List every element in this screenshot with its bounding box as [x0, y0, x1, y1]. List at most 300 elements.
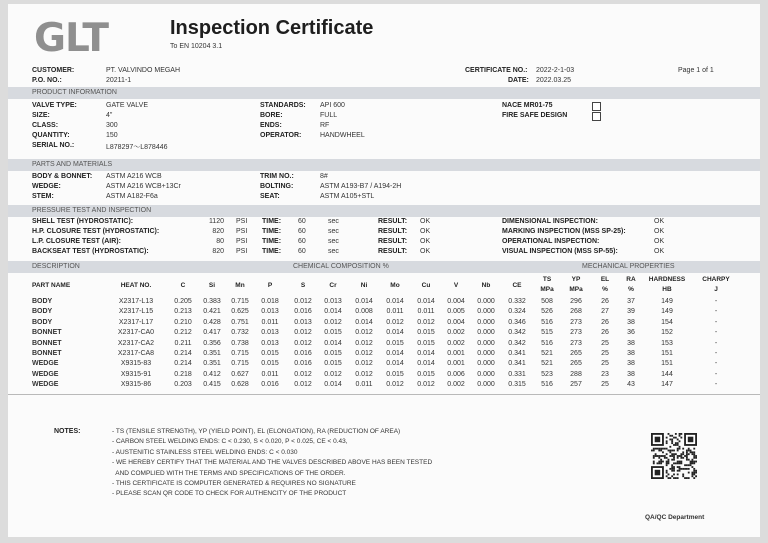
test-time-label: TIME: — [262, 228, 282, 235]
table-cell: 0.001 — [447, 350, 465, 357]
table-cell: 25 — [601, 339, 609, 347]
column-header: V — [453, 282, 459, 289]
table-cell: 0.015 — [324, 350, 342, 357]
row-part-name: WEDGE — [32, 370, 59, 378]
table-cell: 508 — [541, 298, 553, 305]
table-cell: 523 — [541, 370, 553, 378]
table-cell: 268 — [570, 308, 582, 316]
certificate-sheet — [8, 4, 760, 537]
table-cell: 0.015 — [261, 350, 279, 357]
table-cell: - — [714, 381, 718, 389]
inspection-name: OPERATIONAL INSPECTION: — [502, 238, 600, 245]
table-cell: 0.015 — [324, 360, 342, 368]
table-cell: 27 — [601, 308, 609, 316]
column-header: PART NAME — [32, 282, 71, 289]
table-cell: 38 — [627, 370, 635, 378]
mech-column-header: YP — [571, 276, 581, 283]
table-cell: 38 — [627, 360, 635, 368]
test-result: OK — [420, 248, 431, 255]
table-cell: 0.412 — [203, 370, 221, 378]
table-cell: 0.002 — [447, 381, 465, 389]
table-cell: 265 — [570, 360, 582, 368]
table-cell: X2317-L15 — [118, 308, 154, 316]
table-cell: 0.012 — [355, 370, 373, 378]
mech-column-unit: % — [602, 286, 608, 293]
section-title: PRESSURE TEST AND INSPECTION — [32, 207, 152, 214]
table-cell: 0.332 — [508, 298, 526, 305]
test-name: BACKSEAT TEST (HYDROSTATIC): — [32, 248, 149, 255]
table-cell: 0.011 — [355, 381, 373, 389]
test-pressure: 820 — [212, 248, 224, 255]
table-cell: 0.011 — [261, 370, 279, 378]
table-cell: 0.214 — [174, 360, 192, 368]
test-pressure: 80 — [216, 238, 224, 245]
table-cell: 0.421 — [203, 308, 221, 316]
table-cell: 0.415 — [203, 381, 221, 389]
test-pressure: 1120 — [208, 218, 224, 225]
page-number: Page 1 of 1 — [678, 67, 714, 74]
row-part-name: BONNET — [32, 339, 62, 347]
part-label: SEAT: — [260, 193, 280, 200]
note-line: AND COMPLIED WITH THE TERMS AND SPECIFICATIONS OF THE ORDER. — [112, 469, 346, 477]
table-cell: 0.315 — [508, 381, 526, 389]
table-cell: 0.213 — [174, 308, 192, 316]
test-pressure-unit: PSI — [236, 238, 248, 245]
table-cell: 0.012 — [294, 381, 312, 389]
table-cell: 0.001 — [447, 360, 465, 368]
test-time: 60 — [298, 218, 306, 225]
section-parts-materials — [8, 159, 760, 171]
table-cell: 0.014 — [417, 360, 435, 368]
table-cell: 0.014 — [417, 298, 435, 305]
test-time-unit: sec — [328, 228, 339, 235]
table-cell: 0.015 — [417, 329, 435, 337]
product-field-label: QUANTITY: — [32, 132, 70, 139]
table-cell: 0.015 — [324, 329, 342, 337]
document-subtitle: To EN 10204 3.1 — [170, 43, 223, 50]
table-cell: 265 — [570, 350, 582, 357]
table-cell: 0.012 — [294, 370, 312, 378]
table-cell: 0.002 — [447, 339, 465, 347]
table-cell: 0.000 — [477, 318, 495, 326]
table-cell: 521 — [541, 350, 553, 357]
table-cell: 296 — [570, 298, 582, 305]
test-time: 60 — [298, 248, 306, 255]
table-cell: - — [714, 370, 718, 378]
table-cell: 0.205 — [174, 298, 192, 305]
table-cell: 151 — [661, 350, 673, 357]
test-name: H.P. CLOSURE TEST (HYDROSTATIC): — [32, 228, 160, 235]
column-header: Cr — [329, 282, 337, 289]
table-cell: 0.000 — [477, 350, 495, 357]
product-field-label: CLASS: — [32, 122, 59, 129]
table-cell: 0.014 — [355, 298, 373, 305]
note-line: - THIS CERTIFICATE IS COMPUTER GENERATED & REQUIRES NO SIGNATURE — [112, 480, 356, 487]
table-cell: 0.012 — [417, 381, 435, 389]
table-cell: 0.016 — [294, 350, 312, 357]
table-cell: 0.751 — [231, 318, 249, 326]
column-header: S — [300, 282, 306, 289]
test-time: 60 — [298, 228, 306, 235]
table-cell: 0.211 — [174, 339, 192, 347]
test-result-label: RESULT: — [378, 238, 408, 245]
row-part-name: WEDGE — [32, 381, 59, 389]
table-cell: 0.015 — [386, 339, 404, 347]
row-part-name: BODY — [32, 318, 53, 326]
table-cell: 153 — [661, 339, 673, 347]
column-header: CE — [512, 282, 522, 289]
table-cell: 0.210 — [174, 318, 192, 326]
product-field-value: 150 — [106, 132, 118, 139]
table-cell: X2317-CA0 — [117, 329, 155, 337]
test-time-label: TIME: — [262, 248, 282, 255]
table-cell: 0.014 — [417, 350, 435, 357]
table-cell: 0.012 — [294, 298, 312, 305]
mech-column-header: CHARPY — [702, 276, 730, 283]
po-value: 20211-1 — [106, 77, 132, 84]
test-result: OK — [420, 238, 431, 245]
table-cell: 0.212 — [174, 329, 192, 337]
table-cell: 0.346 — [508, 318, 526, 326]
part-material: ASTM A193-B7 / A194-2H — [320, 183, 402, 190]
table-cell: 0.014 — [324, 339, 342, 347]
part-label: WEDGE: — [32, 183, 61, 190]
table-cell: X2317-L13 — [118, 298, 154, 305]
customer-label: CUSTOMER: — [32, 67, 75, 74]
mech-column-header: EL — [600, 276, 610, 283]
table-cell: 0.000 — [477, 370, 495, 378]
certificate-no-value: 2022-2-1-03 — [536, 67, 575, 74]
inspection-name: VISUAL INSPECTION (MSS SP-55): — [502, 248, 618, 255]
table-cell: 0.214 — [174, 350, 192, 357]
product-field-label: STANDARDS: — [260, 102, 306, 109]
product-field-value: 4" — [106, 112, 113, 119]
document-title: Inspection Certificate — [170, 17, 374, 39]
section-pressure-test — [8, 205, 760, 217]
mech-column-unit: MPa — [569, 286, 583, 293]
table-cell: 151 — [661, 360, 673, 368]
table-cell: - — [714, 308, 718, 316]
compliance-checkbox — [592, 102, 601, 111]
table-cell: 36 — [627, 329, 635, 337]
customer-value: PT. VALVINDO MEGAH — [106, 67, 181, 74]
table-cell: 43 — [627, 381, 635, 389]
column-header: Mn — [235, 282, 245, 289]
product-field-label: ENDS: — [260, 122, 282, 129]
table-cell: 0.013 — [261, 308, 279, 316]
table-cell: 0.000 — [477, 329, 495, 337]
table-cell: 0.011 — [417, 308, 435, 316]
table-cell: - — [714, 329, 718, 337]
table-cell: 25 — [601, 350, 609, 357]
product-field-value: FULL — [320, 112, 338, 119]
product-field-label: OPERATOR: — [260, 132, 302, 139]
table-bottom-rule — [8, 394, 760, 395]
certificate-no-label: CERTIFICATE NO.: — [465, 67, 528, 74]
table-cell: 0.008 — [355, 308, 373, 316]
table-cell: 0.013 — [294, 318, 312, 326]
product-field-label: VALVE TYPE: — [32, 102, 77, 109]
table-cell: 521 — [541, 360, 553, 368]
table-cell: 0.383 — [203, 298, 221, 305]
product-field-value: 300 — [106, 122, 118, 129]
table-cell: 0.014 — [386, 350, 404, 357]
table-cell: 0.417 — [203, 329, 221, 337]
table-cell: 149 — [661, 298, 673, 305]
test-result-label: RESULT: — [378, 228, 408, 235]
table-cell: 273 — [570, 339, 582, 347]
table-cell: 149 — [661, 308, 673, 316]
notes-label: NOTES: — [54, 428, 81, 435]
po-label: P.O. NO.: — [32, 77, 62, 84]
part-material: 8# — [320, 173, 328, 180]
table-cell: 0.004 — [447, 298, 465, 305]
table-cell: 0.014 — [355, 318, 373, 326]
part-material: ASTM A182-F6a — [106, 193, 158, 200]
inspection-name: DIMENSIONAL INSPECTION: — [502, 218, 598, 225]
table-cell: X2317-CA8 — [117, 350, 155, 357]
test-time-unit: sec — [328, 218, 339, 225]
table-cell: 26 — [601, 318, 609, 326]
table-cell: 0.013 — [324, 298, 342, 305]
table-cell: X2317-CA2 — [117, 339, 155, 347]
table-cell: 0.005 — [447, 308, 465, 316]
note-line: - TS (TENSILE STRENGTH), YP (YIELD POINT), EL (ELONGATION), RA (REDUCTION OF AREA) — [112, 428, 401, 435]
test-result: OK — [420, 218, 431, 225]
test-time-unit: sec — [328, 238, 339, 245]
table-cell: 0.012 — [417, 318, 435, 326]
table-cell: 0.341 — [508, 350, 526, 357]
section-description — [8, 261, 760, 273]
qa-department-label: QA/QC Department — [645, 514, 705, 521]
product-field-label: BORE: — [260, 112, 283, 119]
note-line: - AUSTENITIC STAINLESS STEEL WELDING ENDS: C < 0.030 — [112, 448, 298, 456]
table-cell: 0.012 — [324, 318, 342, 326]
column-header: HEAT NO. — [120, 282, 152, 289]
table-cell: 0.012 — [294, 339, 312, 347]
table-cell: 0.628 — [231, 381, 249, 389]
table-cell: X9315-83 — [120, 360, 152, 368]
mech-column-header: HARDNESS — [648, 276, 686, 283]
test-name: SHELL TEST (HYDROSTATIC): — [32, 218, 134, 225]
table-cell: 0.012 — [294, 329, 312, 337]
table-cell: 38 — [627, 339, 635, 347]
test-time-unit: sec — [328, 248, 339, 255]
table-cell: 0.002 — [447, 329, 465, 337]
date-value: 2022.03.25 — [536, 77, 572, 84]
section-title: PARTS AND MATERIALS — [32, 161, 113, 168]
table-cell: 0.218 — [174, 370, 192, 378]
test-pressure-unit: PSI — [236, 218, 248, 225]
table-cell: 0.000 — [477, 308, 495, 316]
product-field-value: RF — [320, 122, 330, 129]
column-header: Si — [208, 282, 216, 289]
table-cell: 0.011 — [386, 308, 404, 316]
table-cell: 0.428 — [203, 318, 221, 326]
mech-column-header: TS — [542, 276, 552, 283]
table-cell: 273 — [570, 318, 582, 326]
mech-column-header: RA — [626, 276, 636, 283]
part-label: BOLTING: — [260, 183, 294, 190]
test-pressure-unit: PSI — [236, 248, 248, 255]
table-cell: 0.012 — [355, 350, 373, 357]
test-pressure: 820 — [212, 228, 224, 235]
table-cell: 0.738 — [231, 339, 249, 347]
section-title: DESCRIPTION — [32, 263, 80, 270]
table-cell: 273 — [570, 329, 582, 337]
product-field-value: API 600 — [320, 102, 345, 109]
mechanical-properties-title: MECHANICAL PROPERTIES — [582, 263, 675, 270]
table-cell: 0.324 — [508, 308, 526, 316]
table-cell: X9315-91 — [120, 370, 152, 378]
mech-column-unit: J — [714, 286, 718, 293]
table-cell: 0.016 — [261, 381, 279, 389]
table-cell: - — [714, 360, 718, 368]
table-cell: 0.015 — [417, 370, 435, 378]
test-name: L.P. CLOSURE TEST (AIR): — [32, 238, 121, 245]
table-cell: 0.342 — [508, 329, 526, 337]
note-line: - CARBON STEEL WELDING ENDS: C < 0.230, S < 0.020, P < 0.025, CE < 0.43, — [112, 438, 348, 446]
part-label: TRIM NO.: — [260, 173, 294, 180]
table-cell: - — [714, 318, 718, 326]
table-cell: 144 — [661, 370, 673, 378]
table-cell: 526 — [541, 308, 553, 316]
table-cell: 0.012 — [355, 329, 373, 337]
test-pressure-unit: PSI — [236, 228, 248, 235]
table-cell: 0.014 — [324, 308, 342, 316]
table-cell: 37 — [627, 298, 635, 305]
table-cell: 0.015 — [261, 360, 279, 368]
table-cell: 0.014 — [386, 360, 404, 368]
table-cell: 0.351 — [203, 360, 221, 368]
table-cell: 0.203 — [174, 381, 192, 389]
table-cell: 0.018 — [261, 298, 279, 305]
table-cell: 257 — [570, 381, 582, 389]
table-cell: 38 — [627, 318, 635, 326]
table-cell: 0.356 — [203, 339, 221, 347]
inspection-result: OK — [654, 228, 665, 235]
compliance-label: FIRE SAFE DESIGN — [502, 112, 568, 119]
table-cell: 0.000 — [477, 298, 495, 305]
table-cell: 152 — [661, 329, 673, 337]
test-time: 60 — [298, 238, 306, 245]
product-field-value: L878297～L878446 — [106, 144, 168, 151]
table-cell: 0.016 — [294, 360, 312, 368]
table-cell: 0.351 — [203, 350, 221, 357]
company-logo: GLT — [34, 16, 109, 61]
table-cell: 0.013 — [261, 329, 279, 337]
test-time-label: TIME: — [262, 218, 282, 225]
table-cell: 25 — [601, 381, 609, 389]
product-field-label: SIZE: — [32, 112, 50, 119]
table-cell: 516 — [541, 381, 553, 389]
column-header: Nb — [481, 282, 491, 289]
table-cell: 0.625 — [231, 308, 249, 316]
part-material: ASTM A105+STL — [320, 193, 375, 200]
table-cell: 0.715 — [231, 298, 249, 305]
table-cell: 0.016 — [294, 308, 312, 316]
inspection-result: OK — [654, 238, 665, 245]
table-cell: 0.341 — [508, 360, 526, 368]
table-cell: 0.014 — [386, 329, 404, 337]
compliance-label: NACE MR01-75 — [502, 102, 553, 109]
table-cell: 0.000 — [477, 339, 495, 347]
inspection-result: OK — [654, 218, 665, 225]
table-cell: 0.013 — [261, 339, 279, 347]
mech-column-unit: MPa — [540, 286, 554, 293]
table-cell: 0.012 — [386, 381, 404, 389]
table-cell: X9315-86 — [120, 381, 152, 389]
test-time-label: TIME: — [262, 238, 282, 245]
table-cell: 26 — [601, 298, 609, 305]
table-cell: 0.627 — [231, 370, 249, 378]
table-cell: 0.715 — [231, 360, 249, 368]
section-title: PRODUCT INFORMATION — [32, 89, 117, 96]
row-part-name: BONNET — [32, 329, 62, 337]
test-result-label: RESULT: — [378, 248, 408, 255]
table-cell: 23 — [601, 370, 609, 378]
part-label: STEM: — [32, 193, 54, 200]
table-cell: - — [714, 339, 718, 347]
column-header: C — [180, 282, 186, 289]
column-header: Ni — [360, 282, 368, 289]
table-cell: 0.012 — [355, 339, 373, 347]
table-cell: 0.015 — [386, 370, 404, 378]
test-result: OK — [420, 228, 431, 235]
table-cell: 0.014 — [324, 381, 342, 389]
column-header: Cu — [421, 282, 431, 289]
product-field-value: GATE VALVE — [106, 102, 149, 109]
table-cell: 0.732 — [231, 329, 249, 337]
part-material: ASTM A216 WCB+13Cr — [106, 183, 181, 190]
column-header: Mo — [390, 282, 400, 289]
note-line: - PLEASE SCAN QR CODE TO CHECK FOR AUTHENCITY OF THE PRODUCT — [112, 490, 347, 498]
table-cell: 0.012 — [324, 370, 342, 378]
row-part-name: BODY — [32, 308, 53, 316]
table-cell: 516 — [541, 339, 553, 347]
table-cell: 288 — [570, 370, 582, 378]
table-cell: 0.715 — [231, 350, 249, 357]
note-line: - WE HEREBY CERTIFY THAT THE MATERIAL AND THE VALVES DESCRIBED ABOVE HAS BEEN TESTED — [112, 459, 433, 467]
table-cell: 0.342 — [508, 339, 526, 347]
table-cell: 26 — [601, 329, 609, 337]
table-cell: X2317-L17 — [118, 318, 154, 326]
table-cell: 39 — [627, 308, 635, 316]
table-cell: 38 — [627, 350, 635, 357]
column-header: P — [267, 282, 273, 289]
table-cell: 515 — [541, 329, 553, 337]
table-cell: - — [714, 298, 718, 305]
mech-column-unit: % — [628, 286, 634, 293]
row-part-name: BODY — [32, 298, 53, 305]
table-cell: 0.012 — [386, 318, 404, 326]
row-part-name: BONNET — [32, 350, 62, 357]
table-cell: 0.000 — [477, 381, 495, 389]
table-cell: 154 — [661, 318, 673, 326]
table-cell: 0.014 — [386, 298, 404, 305]
product-field-value: HANDWHEEL — [320, 132, 365, 139]
table-cell: 0.004 — [447, 318, 465, 326]
section-product-information — [8, 87, 760, 99]
table-cell: 0.012 — [355, 360, 373, 368]
product-field-label: SERIAL NO.: — [32, 142, 75, 149]
table-cell: 0.331 — [508, 370, 526, 378]
part-label: BODY & BONNET: — [32, 173, 93, 180]
date-label: DATE: — [508, 77, 529, 84]
inspection-name: MARKING INSPECTION (MSS SP-25): — [502, 228, 626, 235]
table-cell: 25 — [601, 360, 609, 368]
test-result-label: RESULT: — [378, 218, 408, 225]
